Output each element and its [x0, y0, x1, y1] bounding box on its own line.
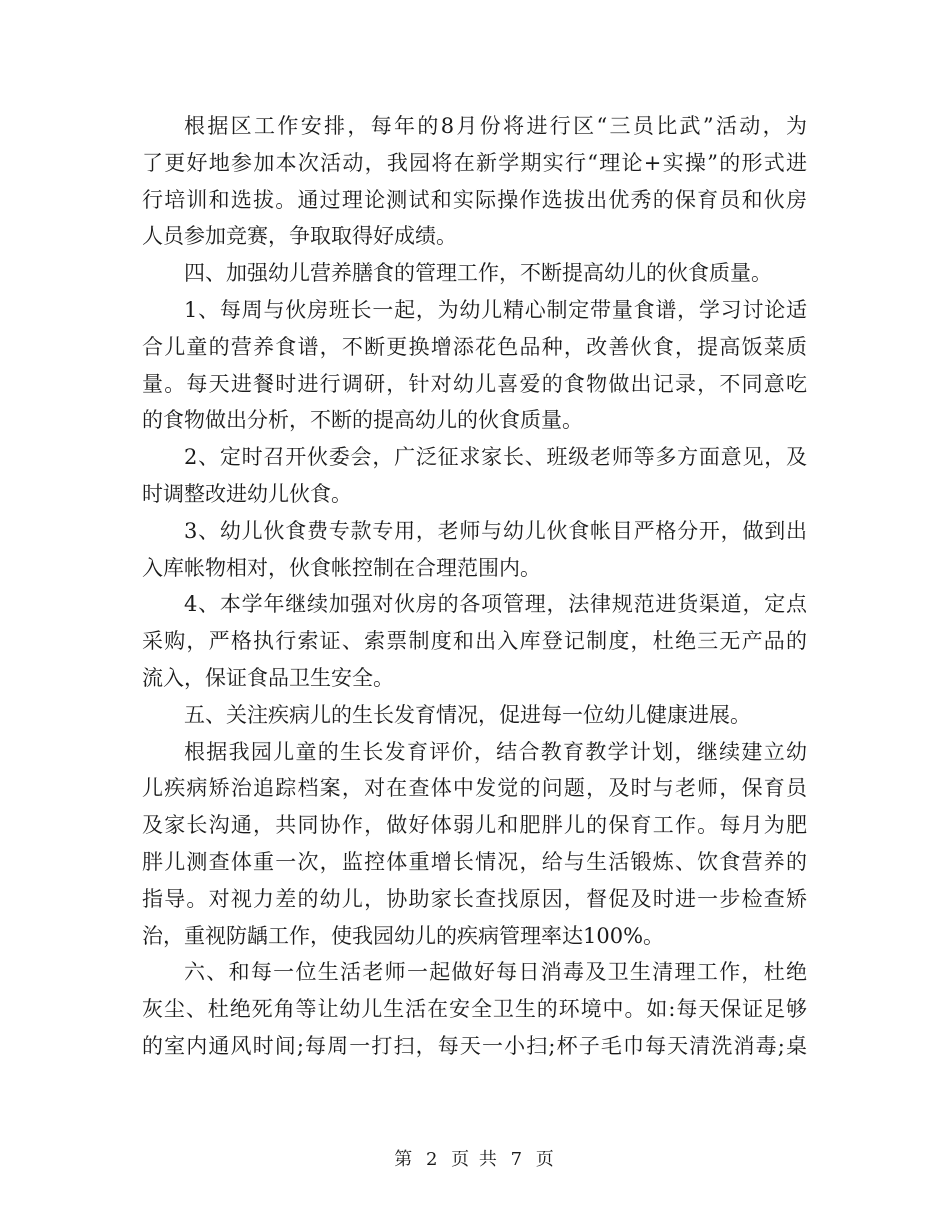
text-line: 时调整改进幼儿伙食。	[142, 481, 352, 506]
text-line: 量。每天进餐时进行调研，针对幼儿喜爱的食物做出记录，不同意吃	[142, 371, 807, 396]
current-page-number: 2	[425, 1149, 440, 1170]
text-line: 指导。对视力差的幼儿，协助家长查找原因，督促及时进一步检查矫	[142, 886, 807, 911]
footer-middle: 页 共	[451, 1149, 499, 1170]
text-line: 行培训和选拔。通过理论测试和实际操作选拔出优秀的保育员和伙房	[142, 187, 807, 212]
text-line: 治，重视防龋工作，使我园幼儿的疾病管理率达100%。	[142, 923, 665, 948]
footer-suffix: 页	[535, 1149, 556, 1170]
text-line: 了更好地参加本次活动，我园将在新学期实行“理论+实操”的形式进	[142, 150, 807, 175]
text-line: 的室内通风时间;每周一打扫，每天一小扫;杯子毛巾每天清洗消毒;桌	[142, 1033, 807, 1058]
text-line: 2、定时召开伙委会，广泛征求家长、班级老师等多方面意见，及	[184, 445, 807, 470]
total-pages-number: 7	[510, 1149, 525, 1170]
document-body	[142, 108, 807, 1065]
page-footer	[0, 1145, 950, 1171]
text-line: 胖儿测查体重一次，监控体重增长情况，给与生活锻炼、饮食营养的	[142, 849, 807, 874]
text-line: 儿疾病矫治追踪档案，对在查体中发觉的问题，及时与老师，保育员	[142, 776, 807, 801]
text-line: 3、幼儿伙食费专款专用，老师与幼儿伙食帐目严格分开，做到出	[184, 518, 807, 543]
text-line: 的食物做出分析，不断的提高幼儿的伙食质量。	[142, 408, 583, 433]
text-line: 六、和每一位生活老师一起做好每日消毒及卫生清理工作，杜绝	[184, 960, 807, 985]
text-line: 流入，保证食品卫生安全。	[142, 665, 394, 690]
text-line: 1、每周与伙房班长一起，为幼儿精心制定带量食谱，学习讨论适	[184, 297, 807, 322]
footer-prefix: 第	[394, 1149, 415, 1170]
section-heading: 四、加强幼儿营养膳食的管理工作，不断提高幼儿的伙食质量。	[184, 261, 772, 286]
text-line: 合儿童的营养食谱，不断更换增添花色品种，改善伙食，提高饭菜质	[142, 334, 807, 359]
text-line: 4、本学年继续加强对伙房的各项管理，法律规范进货渠道，定点	[184, 592, 807, 617]
text-line: 入库帐物相对，伙食帐控制在合理范围内。	[142, 555, 541, 580]
text-line: 灰尘、杜绝死角等让幼儿生活在安全卫生的环境中。如:每天保证足够	[142, 997, 807, 1022]
text-line: 根据我园儿童的生长发育评价，结合教育教学计划，继续建立幼	[184, 739, 807, 764]
section-heading: 五、关注疾病儿的生长发育情况，促进每一位幼儿健康进展。	[184, 702, 751, 727]
text-line: 根据区工作安排，每年的8月份将进行区“三员比武”活动，为	[184, 114, 807, 138]
text-line: 人员参加竞赛，争取取得好成绩。	[142, 224, 457, 249]
text-line: 及家长沟通，共同协作，做好体弱儿和肥胖儿的保育工作。每月为肥	[142, 813, 807, 838]
text-line: 采购，严格执行索证、索票制度和出入库登记制度，杜绝三无产品的	[142, 629, 807, 654]
